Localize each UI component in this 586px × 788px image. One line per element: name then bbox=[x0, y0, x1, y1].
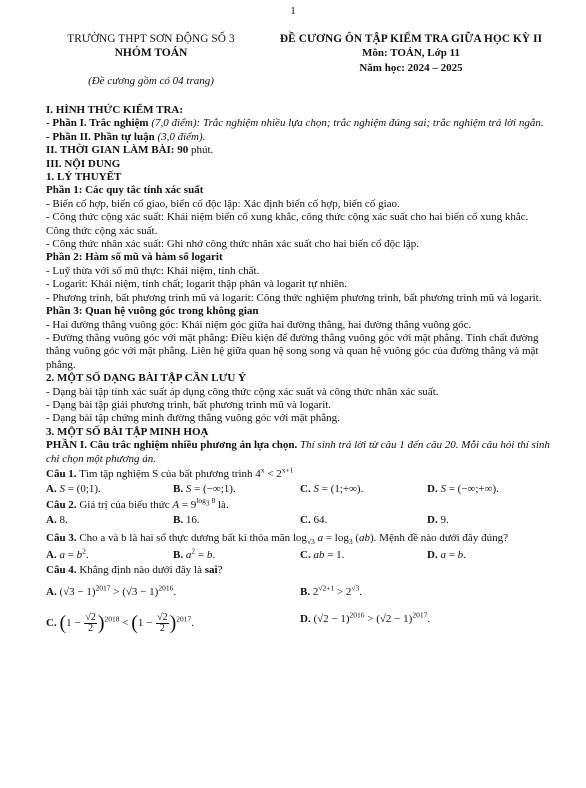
q2-option-b[interactable] bbox=[173, 514, 300, 527]
header-left bbox=[46, 33, 256, 88]
page-number: 1 bbox=[290, 5, 296, 17]
exercise-type-3: - Dạng bài tập chứng minh đường thẳng vuông góc với mặt phẳng. bbox=[46, 412, 340, 425]
q1-option-b[interactable]: B. S = (−∞;1). bbox=[173, 483, 236, 496]
question-3-text: Cho a và b là hai số thực dương bất kì thỏa mãn bbox=[76, 531, 293, 544]
question-1 bbox=[46, 465, 554, 481]
part-1-line-2: - Công thức cộng xác suất: Khái niệm biến cố xung khắc, công thức cộng xác suất cho hai biến cố xung khắc. Công thức cộng xác suất. bbox=[46, 211, 529, 237]
q3-option-b[interactable]: B. $a^2 = b$. bbox=[173, 546, 216, 561]
option-letter: D. bbox=[427, 549, 438, 561]
question-1-options bbox=[46, 483, 554, 496]
part-3-line-2: - Đường thẳng vuông góc với mặt phẳng: Điều kiện để đường thẳng vuông góc với mặt phẳng. Tính chất đường thẳng vuông góc với mặt phẳng. Liên hệ giữa quan hệ song song và quan hệ vuông góc của đường thẳng và mặt phẳng. bbox=[46, 331, 539, 371]
group-name: NHÓM TOÁN bbox=[114, 47, 188, 60]
question-4-options-row-1 bbox=[46, 583, 554, 599]
part-1-line-3: - Công thức nhân xác suất: Ghi nhớ công thức nhân xác suất cho hai biến cố độc lập. bbox=[46, 238, 420, 251]
q4-option-b[interactable]: B. $2^{√2+1} > 2^{√3}$. bbox=[300, 583, 363, 598]
option-letter: A. bbox=[46, 483, 57, 496]
section-2 bbox=[46, 144, 554, 157]
question-2-formula: $A = 9^{log_3 8}$ bbox=[172, 496, 216, 511]
question-4-label: Câu 4. bbox=[46, 564, 77, 577]
examples-title: 3. MỘT SỐ BÀI TẬP MINH HOẠ bbox=[46, 425, 209, 438]
q4-option-d[interactable]: D. $(√2 - 1)^{2016} > (√2 - 1)^{2017}$. bbox=[300, 610, 431, 626]
part-2-line-3: - Phương trình, bất phương trình mũ và logarit: Công thức nghiệm phương trình, bất phương trình mũ và logarit. bbox=[46, 291, 542, 304]
option-letter: D. bbox=[300, 613, 311, 626]
option-letter: B. bbox=[173, 549, 184, 561]
option-letter: B. bbox=[173, 483, 184, 496]
question-3-formula: $\log_{√3} a = \log_3 (ab)$ bbox=[292, 531, 374, 546]
option-letter: C. bbox=[46, 617, 57, 630]
doc-title: ĐỀ CƯƠNG ÔN TẬP KIỂM TRA GIỮA HỌC KỲ II bbox=[279, 33, 543, 45]
part-1-label: - Phần I. Trắc nghiệm bbox=[46, 117, 149, 130]
question-2 bbox=[46, 496, 554, 512]
subject: Môn: TOÁN, Lớp 11 bbox=[362, 47, 460, 60]
part-1-heading: Phần 1: Các quy tắc tính xác suất bbox=[46, 184, 204, 197]
question-3-end: . Mệnh đề nào dưới đây đúng? bbox=[373, 531, 508, 544]
option-letter: B. bbox=[300, 585, 311, 598]
part-2-label: - Phần II. Phần tự luận bbox=[46, 130, 155, 143]
pages-note: (Đề cương gồm có 04 trang) bbox=[88, 74, 214, 87]
question-1-text: Tìm tập nghiệm S của bất phương trình bbox=[76, 467, 256, 480]
q1-option-d[interactable]: D. S = (−∞;+∞). bbox=[427, 483, 499, 496]
option-letter: C. bbox=[300, 549, 311, 561]
part-1-desc: (7,0 điểm): Trắc nghiệm nhiều lựa chọn; trắc nghiệm đúng sai; trắc nghiệm trả lời ngắn. bbox=[148, 117, 544, 130]
option-value: 16. bbox=[185, 514, 200, 527]
question-3-options bbox=[46, 546, 554, 562]
option-value: 8. bbox=[59, 514, 68, 527]
question-2-label: Câu 2. bbox=[46, 498, 77, 511]
option-letter: B. bbox=[173, 514, 184, 527]
question-4-end: ? bbox=[217, 564, 223, 577]
question-4-text: Khẳng định nào dưới đây là bbox=[76, 564, 205, 577]
question-2-end: là. bbox=[215, 498, 229, 511]
q1-option-a[interactable]: A. S = (0;1). bbox=[46, 483, 101, 496]
option-letter: D. bbox=[427, 483, 438, 496]
phan-1-instructions: Thí sinh trả lời từ câu 1 đến câu 20. Mỗi câu hỏi thí sinh chỉ chọn một phương án. bbox=[46, 439, 550, 465]
section-1-part-1 bbox=[46, 117, 554, 130]
option-letter: A. bbox=[46, 549, 57, 561]
question-1-label: Câu 1. bbox=[46, 467, 77, 480]
part-3-line-1: - Hai đường thẳng vuông góc: Khái niệm góc giữa hai đường thẳng, hai đường thẳng vuông góc. bbox=[46, 318, 472, 331]
section-3-title: III. NỘI DUNG bbox=[46, 157, 121, 170]
time-label: II. THỜI GIAN LÀM BÀI: 90 bbox=[46, 144, 189, 157]
part-3-heading: Phần 3: Quan hệ vuông góc trong không gian bbox=[46, 305, 259, 318]
phan-1-label: PHẦN I. Câu trắc nghiệm nhiều phương án lựa chọn. bbox=[46, 439, 298, 452]
question-2-options bbox=[46, 514, 554, 527]
part-1-line-1: - Biến cố hợp, biến cố giao, biến cố độc lập: Xác định biến cố hợp, biến cố giao. bbox=[46, 197, 400, 210]
part-2-heading: Phần 2: Hàm số mũ và hàm số logarit bbox=[46, 251, 223, 264]
part-2-line-1: - Luỹ thừa với số mũ thực: Khái niệm, tính chất. bbox=[46, 264, 260, 277]
q3-option-d[interactable]: D. a = b. bbox=[427, 549, 466, 561]
option-letter: D. bbox=[427, 514, 438, 527]
question-1-formula: $4^x < 2^{x+1}$ bbox=[255, 465, 294, 480]
question-3-label: Câu 3. bbox=[46, 531, 77, 544]
exercise-type-1: - Dạng bài tập tính xác suất áp dụng công thức cộng xác suất và công thức nhân xác suất. bbox=[46, 385, 439, 398]
option-letter: C. bbox=[300, 483, 311, 496]
q3-option-c[interactable]: C. ab = 1. bbox=[300, 549, 345, 561]
option-value: 64. bbox=[313, 514, 328, 527]
school-year: Năm học: 2024 – 2025 bbox=[359, 61, 463, 74]
q3-option-a[interactable]: A. $a = b^2$. bbox=[46, 546, 89, 561]
part-2-line-2: - Logarit: Khái niệm, tính chất; logarit thập phân và logarit tự nhiên. bbox=[46, 278, 348, 291]
theory-title: 1. LÝ THUYẾT bbox=[46, 171, 122, 184]
question-3 bbox=[46, 532, 554, 545]
exercise-types-title: 2. MỘT SỐ DẠNG BÀI TẬP CẦN LƯU Ý bbox=[46, 372, 246, 385]
question-4-options-row-2 bbox=[46, 610, 554, 635]
option-value: 9. bbox=[440, 514, 449, 527]
q4-option-c[interactable]: C. (1 − $\frac{√2}{2}$ )$^{2018}$ < (1 − $\frac{√2}{2}$ )$^{2017}$. bbox=[46, 612, 195, 635]
section-1-part-2 bbox=[46, 131, 554, 144]
school-name: TRƯỜNG THPT SƠN ĐỘNG SỐ 3 bbox=[67, 33, 235, 45]
document-body bbox=[46, 104, 554, 637]
question-4-emphasis: sai bbox=[204, 564, 218, 577]
option-letter: A. bbox=[46, 585, 57, 598]
header-right bbox=[276, 33, 546, 75]
exercise-type-2: - Dạng bài tập giải phương trình, bất phương trình mũ và logarit. bbox=[46, 398, 332, 411]
question-4 bbox=[46, 564, 554, 577]
q2-option-d[interactable] bbox=[427, 514, 554, 527]
section-1-title: I. HÌNH THỨC KIỂM TRA: bbox=[46, 104, 184, 116]
question-2-text: Giá trị của biểu thức bbox=[76, 498, 173, 511]
q1-option-c[interactable]: C. S = (1;+∞). bbox=[300, 483, 364, 496]
option-letter: C. bbox=[300, 514, 311, 527]
q2-option-c[interactable] bbox=[300, 514, 427, 527]
phan-1-intro bbox=[46, 439, 554, 466]
time-unit: phút. bbox=[188, 144, 214, 157]
q2-option-a[interactable] bbox=[46, 514, 173, 527]
part-2-desc: (3,0 điểm). bbox=[154, 130, 206, 143]
option-letter: A. bbox=[46, 514, 57, 527]
q4-option-a[interactable]: A. $(√3 - 1)^{2017} > (√3 - 1)^{2016}$. bbox=[46, 583, 177, 598]
